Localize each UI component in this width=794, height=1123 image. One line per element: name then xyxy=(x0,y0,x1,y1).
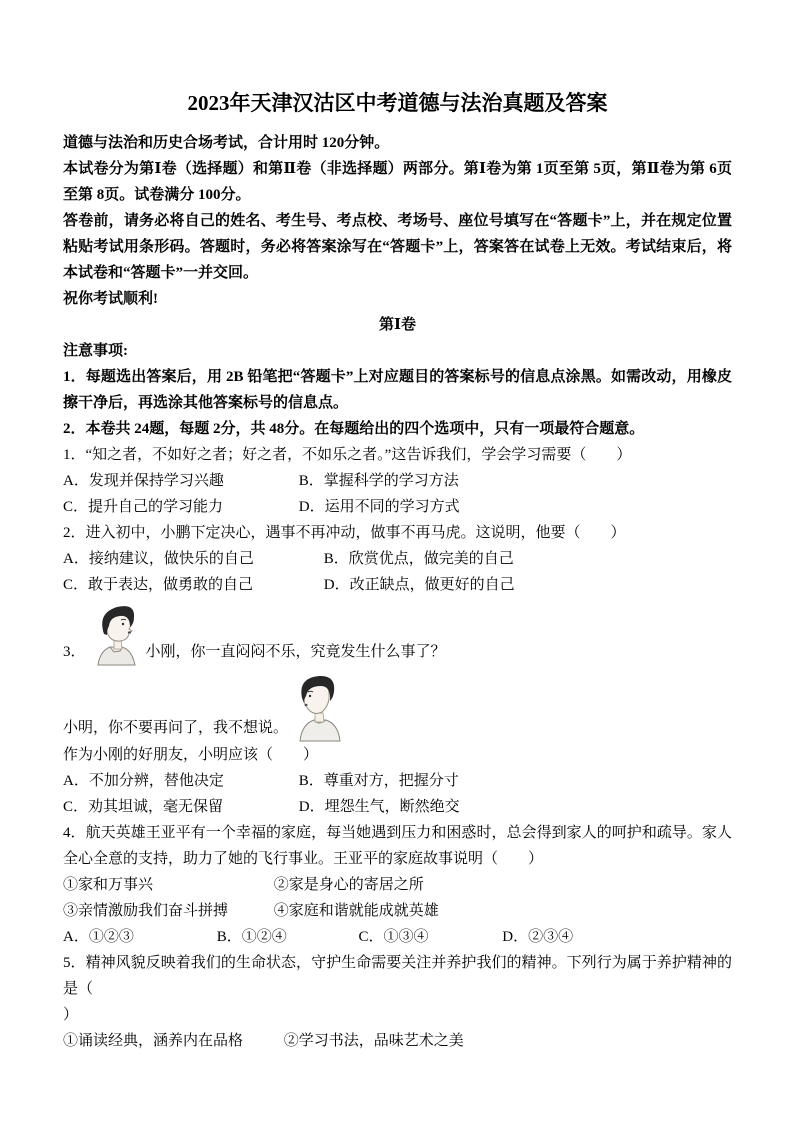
q3-dialogue-1 xyxy=(63,604,732,666)
q1-options-row-2 xyxy=(63,494,732,520)
intro-line-1: 道德与法治和历史合场考试，合计用时 120分钟。 xyxy=(63,135,390,151)
q3-stem: 作为小刚的好朋友，小明应该（ ） xyxy=(63,747,319,763)
q3-option-b: B．尊重对方，把握分寸 xyxy=(298,773,459,789)
q2-options-row-1 xyxy=(63,546,732,572)
q1-option-a: A．发现并保持学习兴趣 xyxy=(63,473,224,489)
q3-option-d: D．埋怨生气，断然绝交 xyxy=(298,799,460,815)
section-title: 第Ⅰ卷 xyxy=(378,317,417,333)
note-item-1: 1．每题选出答案后，用 2B 铅笔把“答题卡”上对应题目的答案标号的信息点涂黑。如需改动，用橡皮擦干净后，再选涂其他答案标号的信息点。 xyxy=(63,369,732,411)
q1-stem: 1．“知之者，不如好之者；好之者，不如乐之者。”这告诉我们，学会学习需要（ ） xyxy=(63,447,632,463)
q5-item-2: ②学习书法，品味艺术之美 xyxy=(283,1033,464,1049)
q3-option-c: C．劝其坦诚，毫无保留 xyxy=(63,799,224,815)
q2-option-b: B．欣赏优点，做完美的自己 xyxy=(323,551,514,567)
q2-stem: 2．进入初中，小鹏下定决心，遇事不再冲动，做事不再马虎。这说明，他要（ ） xyxy=(63,525,626,541)
q4-answers-row xyxy=(63,924,732,950)
q1-options-row-1 xyxy=(63,468,732,494)
q2-option-a: A．接纳建议，做快乐的自己 xyxy=(63,551,254,567)
q5-stem-continuation: ） xyxy=(63,1007,79,1023)
q3-options-row-2 xyxy=(63,794,732,820)
notes-heading: 注意事项: xyxy=(63,343,128,359)
q1-option-b: B．掌握科学的学习方法 xyxy=(298,473,459,489)
q3-speech-2: 小明，你不要再问了，我不想说。 xyxy=(63,720,289,736)
q4-stem: 4．航天英雄王亚平有一个幸福的家庭，每当她遇到压力和困惑时，总会得到家人的呵护和疏导。家人全心全意的支持，助力了她的飞行事业。王亚平的家庭故事说明（ ） xyxy=(63,825,732,867)
page-title: 2023年天津汉沽区中考道德与法治真题及答案 xyxy=(187,91,608,115)
intro-line-4: 祝你考试顺利! xyxy=(63,291,158,307)
q3-options-row-1 xyxy=(63,768,732,794)
q2-option-c: C．敢于表达，做勇敢的自己 xyxy=(63,577,254,593)
q4-answer-d: D．②③④ xyxy=(502,929,574,945)
note-item-2: 2．本卷共 24题，每题 2分，共 48分。在每题给出的四个选项中，只有一项最符合题意。 xyxy=(63,421,645,437)
q1-option-d: D．运用不同的学习方式 xyxy=(298,499,460,515)
q4-items-row-2 xyxy=(63,898,732,924)
q3-number: 3． xyxy=(63,644,86,660)
q2-option-d: D．改正缺点，做更好的自己 xyxy=(323,577,515,593)
intro-line-3: 答卷前，请务必将自己的姓名、考生号、考点校、考场号、座位号填写在“答题卡”上，并在规定位置粘贴考试用条形码。答题时，务必将答案涂写在“答题卡”上，答案答在试卷上无效。考试结束后，将本试卷和“答题卡”一并交回。 xyxy=(63,213,732,281)
q4-answer-a: A．①②③ xyxy=(63,929,134,945)
boy-asking-figure xyxy=(92,604,140,666)
boy-refusing-figure xyxy=(292,672,344,742)
intro-line-2: 本试卷分为第Ⅰ卷（选择题）和第Ⅱ卷（非选择题）两部分。第Ⅰ卷为第 1页至第 5页，第Ⅱ卷为第 6页至第 8页。试卷满分 100分。 xyxy=(63,161,732,203)
q5-items-row-1 xyxy=(63,1028,732,1054)
q4-item-1: ①家和万事兴 xyxy=(63,877,154,893)
q3-speech-1: 小刚，你一直闷闷不乐，究竟发生什么事了？ xyxy=(145,644,446,660)
q3-option-a: A．不加分辨，替他决定 xyxy=(63,773,224,789)
q4-items-row-1 xyxy=(63,872,732,898)
q1-option-c: C．提升自己的学习能力 xyxy=(63,499,224,515)
q4-item-2: ②家是身心的寄居之所 xyxy=(273,877,424,893)
q5-stem: 5．精神风貌反映着我们的生命状态，守护生命需要关注并养护我们的精神。下列行为属于养护精神的是（ xyxy=(63,955,732,997)
q2-options-row-2 xyxy=(63,572,732,598)
q4-answer-c: C．①③④ xyxy=(358,929,429,945)
q4-item-3: ③亲情激励我们奋斗拼搏 xyxy=(63,903,229,919)
q5-item-1: ①诵读经典，涵养内在品格 xyxy=(63,1033,244,1049)
q3-dialogue-2 xyxy=(63,672,732,742)
q4-answer-b: B．①②④ xyxy=(216,929,287,945)
q4-item-4: ④家庭和谐就能成就英雄 xyxy=(273,903,439,919)
